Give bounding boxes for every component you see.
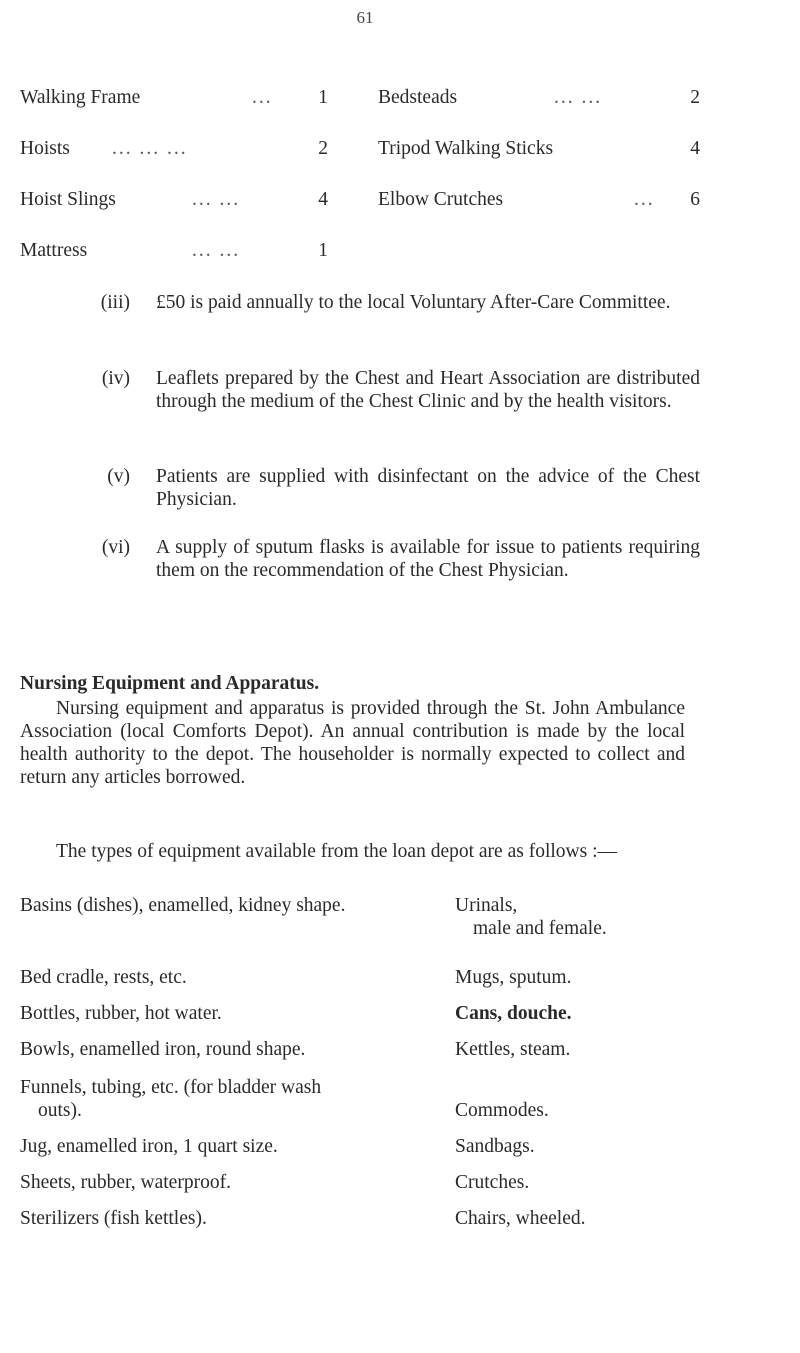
type-right: Chairs, wheeled.: [455, 1208, 586, 1229]
equipment-row: [20, 137, 710, 165]
paragraph-text: Nursing equipment and apparatus is provided through the St. John Ambulance Association (local Comforts Depot). An annual contribution is made by the local health authority to the depot. The householder is normally expected to collect and return any articles borrowed.: [20, 698, 685, 788]
type-left: Bowls, enamelled iron, round shape.: [20, 1039, 306, 1060]
equipment-row: [20, 188, 710, 216]
item-number: (v): [107, 466, 130, 487]
equipment-count: 1: [318, 240, 328, 261]
item-text: Patients are supplied with disinfectant on the advice of the Chest Physician.: [156, 466, 700, 510]
equipment-count: 6: [690, 189, 700, 210]
equipment-name: Tripod Walking Sticks: [378, 138, 554, 159]
nursing-paragraph: [20, 697, 685, 789]
type-right: Mugs, sputum.: [455, 967, 572, 988]
type-left: Sheets, rubber, waterproof.: [20, 1172, 231, 1193]
paragraph-text: The types of equipment available from the loan depot are as follows :—: [56, 841, 617, 862]
item-number: (vi): [101, 537, 130, 558]
equipment-name: Elbow Crutches: [378, 189, 504, 210]
type-left: Bed cradle, rests, etc.: [20, 967, 187, 988]
item-text: A supply of sputum flasks is available for issue to patients requiring them on the recommendation of the Chest Physician.: [156, 537, 700, 581]
equipment-row: [20, 86, 710, 114]
equipment-count: 2: [690, 87, 700, 108]
type-right: Commodes.: [455, 1100, 549, 1121]
leader-dots: ... ...: [192, 189, 241, 210]
type-left-line: outs).: [38, 1100, 82, 1121]
section-heading: Nursing Equipment and Apparatus.: [20, 673, 320, 694]
type-left: Bottles, rubber, hot water.: [20, 1003, 222, 1024]
numbered-item: [20, 291, 700, 341]
numbered-item: [20, 367, 700, 442]
type-left: Sterilizers (fish kettles).: [20, 1208, 207, 1229]
type-right: Kettles, steam.: [455, 1039, 571, 1060]
leader-dots: ... ...: [192, 240, 241, 261]
type-left: [20, 1076, 440, 1122]
type-left: Jug, enamelled iron, 1 quart size.: [20, 1136, 278, 1157]
item-number: (iv): [101, 368, 130, 389]
equipment-name: Hoists: [20, 138, 70, 159]
leader-dots: ...: [634, 189, 655, 210]
equipment-name: Mattress: [20, 240, 88, 261]
page-number: 61: [356, 8, 374, 27]
type-right: Sandbags.: [455, 1136, 535, 1157]
equipment-name: Bedsteads: [378, 87, 458, 108]
numbered-item: [20, 536, 700, 611]
numbered-item: [20, 465, 700, 515]
leader-dots: ... ... ...: [112, 138, 188, 159]
equipment-name: Walking Frame: [20, 87, 141, 108]
type-left-line: Funnels, tubing, etc. (for bladder wash: [20, 1077, 322, 1098]
type-right: [455, 894, 710, 940]
type-right-line: male and female.: [473, 918, 607, 939]
equipment-count: 4: [690, 138, 700, 159]
equipment-name: Hoist Slings: [20, 189, 116, 210]
leader-dots: ... ...: [554, 87, 603, 108]
item-text: £50 is paid annually to the local Voluntary After-Care Committee.: [156, 292, 671, 313]
equipment-count: 4: [318, 189, 328, 210]
type-right: Crutches.: [455, 1172, 530, 1193]
equipment-count: 2: [318, 138, 328, 159]
item-number: (iii): [100, 292, 130, 313]
leader-dots: ...: [252, 87, 273, 108]
equipment-row: [20, 239, 710, 267]
item-text: Leaflets prepared by the Chest and Heart Association are distributed through the medium of the Chest Clinic and by the health visitors.: [156, 368, 700, 412]
type-left: Basins (dishes), enamelled, kidney shape.: [20, 895, 346, 916]
type-right-line: Urinals,: [455, 895, 518, 916]
types-intro: [20, 840, 685, 863]
equipment-count: 1: [318, 87, 328, 108]
type-right: Cans, douche.: [455, 1003, 572, 1024]
